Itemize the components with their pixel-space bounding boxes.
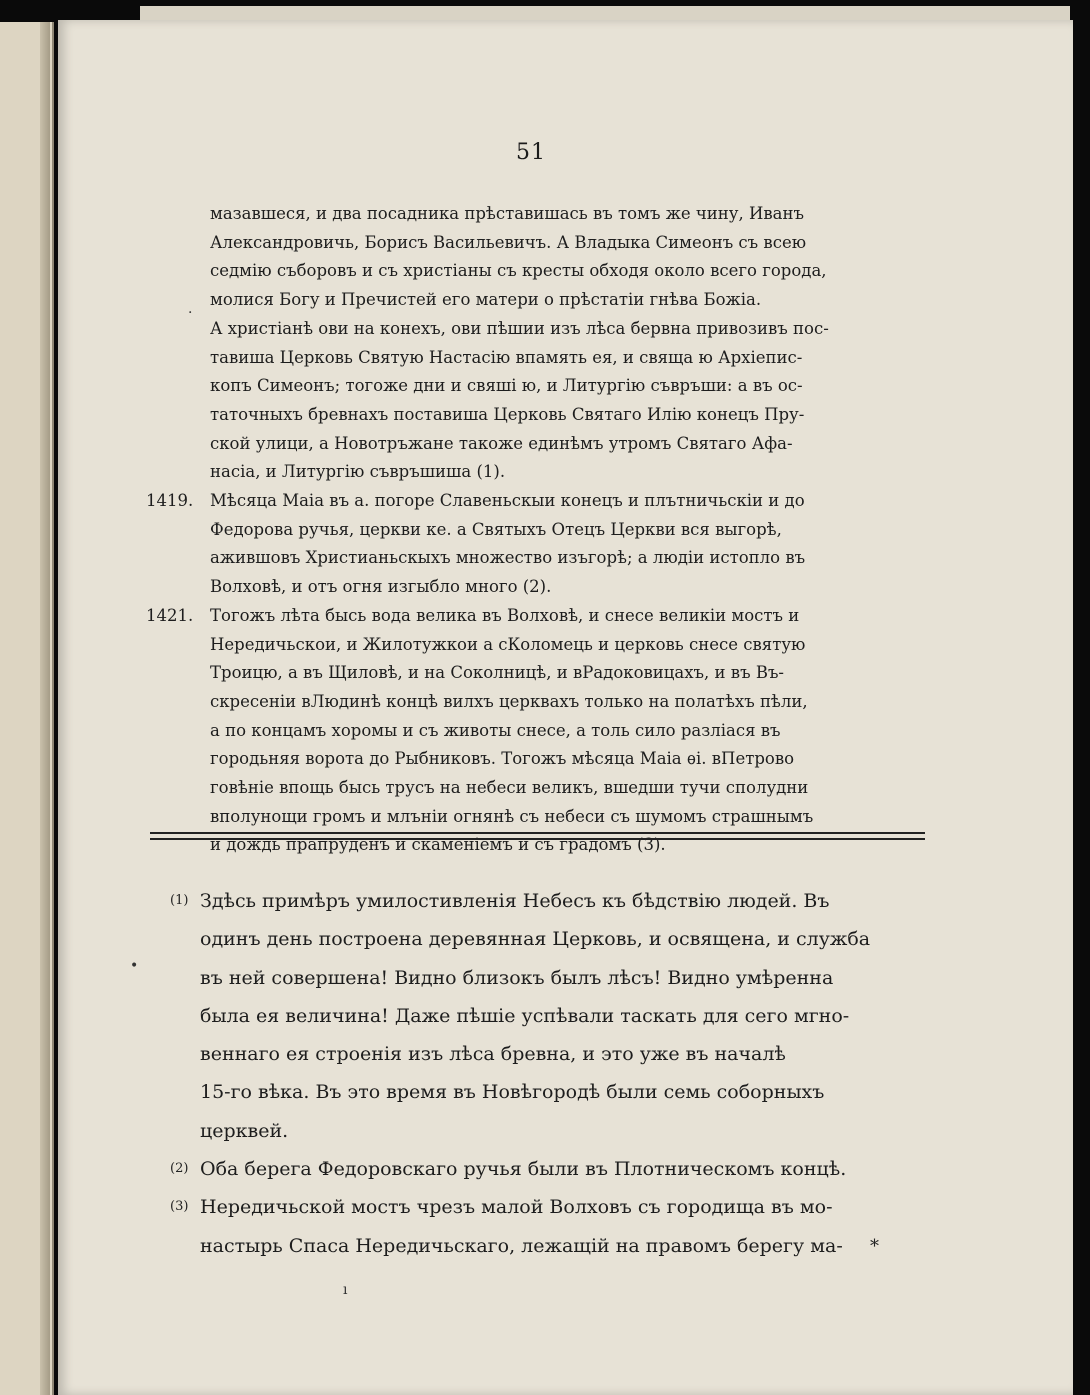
signature-mark: *: [870, 1236, 879, 1257]
text-line-8: таточныхъ бревнахъ поставиша Церковь Святаго Илію конецъ Пру-: [210, 404, 805, 424]
year-entry-1421: [146, 602, 970, 860]
year-label: 1421.: [146, 605, 194, 625]
entry-line: Троицю, а въ Щиловѣ, и на Соколницѣ, и вРадоковицахъ, и въ Въ-: [210, 663, 785, 683]
footnote-line: веннаго ея строенія изъ лѣса бревна, и это уже въ началѣ: [200, 1043, 786, 1066]
footnote-line: церквей.: [200, 1119, 289, 1142]
footnote-line: была ея величина! Даже пѣшіе успѣвали таскать для сего мгно-: [200, 1004, 850, 1027]
entry-line: Тогожъ лѣта бысь вода велика въ Волховѣ, и снесе великіи мостъ и: [210, 605, 800, 625]
ink-speck: ı: [343, 1282, 348, 1298]
ink-speck: •: [130, 958, 139, 974]
entry-line: вполунощи громъ и млъніи огнянѣ съ небеси съ шумомъ страшнымъ: [210, 806, 814, 826]
entry-line: ажившовъ Христианьскыхъ множество изъгорѣ; а людіи истопло въ: [210, 548, 806, 568]
entry-line: Волховѣ, и отъ огня изгыбло много (2).: [210, 577, 552, 597]
footnote-line: въ ней совершена! Видно близокъ былъ лѣсъ! Видно умѣренна: [200, 966, 834, 989]
year-label: 1419.: [146, 491, 194, 511]
page-number: 51: [516, 140, 546, 165]
entry-line: Федорова ручья, церкви ке. а Святыхъ Отецъ Церкви вся выгорѣ,: [210, 519, 782, 539]
entry-line: городьняя ворота до Рыбниковъ. Тогожъ мѣсяца Маіа ѳі. вПетрово: [210, 749, 795, 769]
footnote-marker: (3): [170, 1199, 189, 1215]
double-rule-divider: [150, 832, 925, 840]
ink-speck: ·: [188, 305, 193, 321]
footnote-line: настырь Спаса Нередичьскаго, лежащій на правомъ берегу ма-: [200, 1234, 843, 1257]
text-line-6: тавиша Церковь Святую Настасію впамять ея, и свяща ю Архіепис-: [210, 347, 803, 367]
entry-line: Мѣсяца Маіа въ а. погоре Славеньскыи конецъ и плътничьскіи и до: [210, 491, 805, 511]
text-line-9: ской улици, а Новотръжане такоже единѣмъ утромъ Святаго Афа-: [210, 433, 793, 453]
year-entry-1419: [146, 487, 970, 602]
footnotes: [170, 882, 930, 1265]
text-line-7: копъ Симеонъ; тогоже дни и свяші ю, и Литургію съвръши: а въ ос-: [210, 376, 803, 396]
entry-line: а по концамъ хоромы и съ животы снесе, а толь сило разліася въ: [210, 720, 781, 740]
footnote-2: [170, 1150, 930, 1188]
footnote-3: [170, 1188, 930, 1265]
entry-line: говѣніе впощь бысь трусъ на небеси великъ, вшедши тучи сполудни: [210, 778, 809, 798]
footnote-line: Оба берега Федоровскаго ручья были въ Плотническомъ концѣ.: [200, 1158, 847, 1181]
entry-line: и дождь прапруденъ и скаменіемъ и съ градомъ (3).: [210, 835, 666, 855]
footnote-1: [170, 882, 930, 1150]
footnote-marker: (2): [170, 1161, 189, 1177]
footnote-line: 15-го вѣка. Въ это время въ Новѣгородѣ были семь соборныхъ: [200, 1081, 825, 1104]
book-gutter: [40, 22, 50, 1395]
text-line-10: насіа, и Литургію съвръшиша (1).: [210, 462, 506, 482]
entry-line: скресеніи вЛюдинѣ концѣ вилхъ церквахъ только на полатѣхъ пѣли,: [210, 691, 808, 711]
footnote-line: одинъ день построена деревянная Церковь, и освящена, и служба: [200, 928, 871, 951]
footnote-marker: (1): [170, 893, 189, 908]
text-line-4: молися Богу и Пречистей его матери о прѣстатіи гнѣва Божіа.: [210, 290, 762, 310]
entry-line: Нередичьскои, и Жилотужкои а сКоломець и церковь снесе святую: [210, 634, 806, 654]
text-line-1: мазавшеся, и два посадника прѣставишась въ томъ же чину, Иванъ: [210, 204, 804, 223]
chronicle-text: [146, 200, 970, 860]
text-line-3: седмію съборовъ и съ христіаны съ кресты обходя около всего города,: [210, 261, 827, 281]
document-page: [58, 20, 1073, 1395]
footnote-line: Здѣсь примѣръ умилостивленія Небесъ къ бѣдствію людей. Въ: [200, 890, 830, 912]
text-line-2: Александровичь, Борисъ Васильевичъ. А Владыка Симеонъ съ всею: [210, 232, 807, 252]
text-line-5: А христіанѣ ови на конехъ, ови пѣшии изъ лѣса бервна привозивъ пос-: [210, 318, 829, 338]
footnote-line: Нередичьской мостъ чрезъ малой Волховъ съ городища въ мо-: [200, 1196, 833, 1219]
